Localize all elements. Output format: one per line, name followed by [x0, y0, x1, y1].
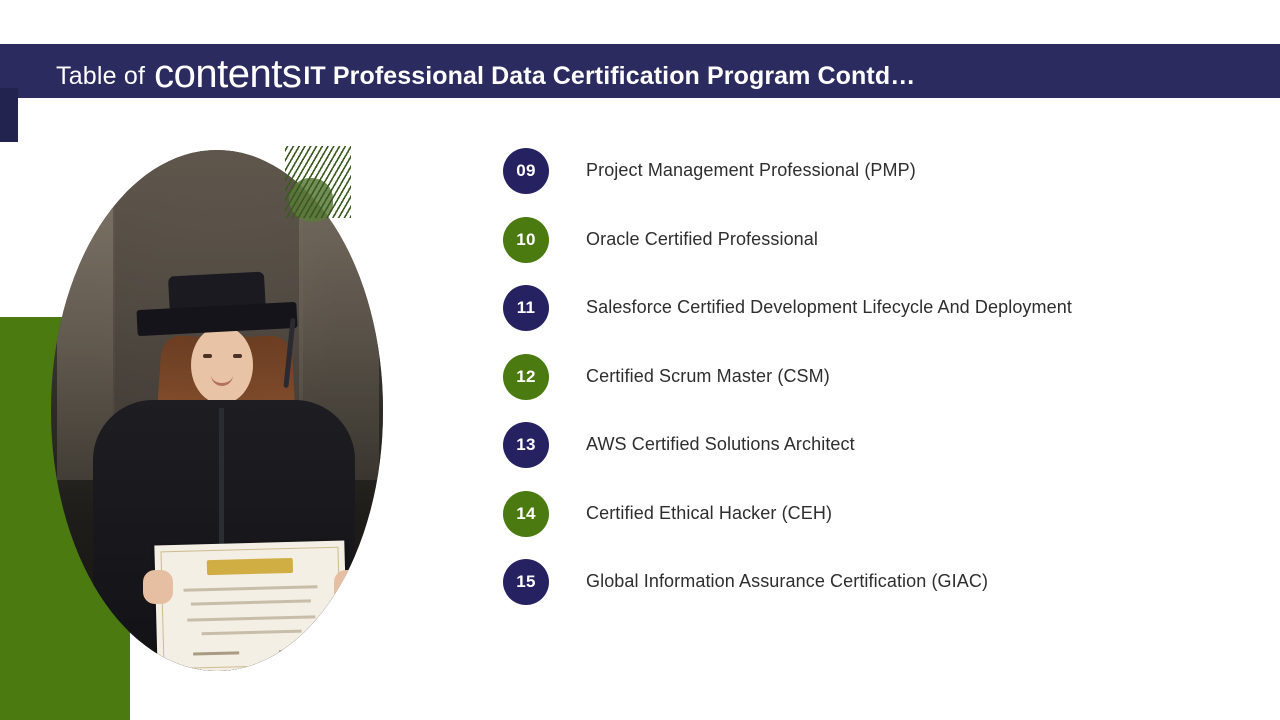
- hand-left: [143, 570, 173, 604]
- header-accent-bar: [0, 88, 18, 142]
- list-item-number-badge: 12: [503, 354, 549, 400]
- list-item-number-badge: 10: [503, 217, 549, 263]
- list-item-number-badge: 15: [503, 559, 549, 605]
- list-item-label: AWS Certified Solutions Architect: [586, 434, 855, 454]
- page-title-rest: IT Professional Data Certification Program Contd…: [303, 62, 916, 90]
- photo-background: [51, 150, 383, 671]
- list-item[interactable]: [503, 491, 1223, 560]
- list-item-number-badge: 09: [503, 148, 549, 194]
- list-item[interactable]: [503, 148, 1223, 217]
- list-item-label: Global Information Assurance Certification (GIAC): [586, 571, 989, 591]
- decorative-hatch-pattern: [285, 146, 351, 218]
- list-item[interactable]: [503, 354, 1223, 423]
- list-item-label: Oracle Certified Professional: [586, 228, 818, 249]
- slide-header: [0, 44, 1280, 98]
- list-item[interactable]: [503, 559, 1223, 628]
- list-item[interactable]: [503, 285, 1223, 354]
- certificate-ribbon: [207, 558, 293, 575]
- eye-left: [203, 354, 212, 358]
- list-item[interactable]: [503, 422, 1223, 491]
- page-title-prefix: Table of: [56, 62, 146, 90]
- list-item-label: Salesforce Certified Development Lifecycle And Deployment: [586, 297, 1072, 317]
- list-item-label: Certified Ethical Hacker (CEH): [586, 502, 833, 523]
- list-item-number-badge: 14: [503, 491, 549, 537]
- list-item-number-badge: 13: [503, 422, 549, 468]
- list-item-label: Certified Scrum Master (CSM): [586, 365, 830, 386]
- eye-right: [233, 354, 242, 358]
- list-item[interactable]: [503, 217, 1223, 286]
- list-item-number-badge: 11: [503, 285, 549, 331]
- list-item-label: Project Management Professional (PMP): [586, 160, 916, 180]
- hand-right: [334, 570, 364, 604]
- contents-list: [503, 148, 1223, 628]
- face: [191, 326, 253, 404]
- page-title: [56, 51, 916, 96]
- certificate: [154, 541, 347, 671]
- graduate-photo: [51, 150, 383, 671]
- page-title-emphasis: contents: [154, 52, 302, 96]
